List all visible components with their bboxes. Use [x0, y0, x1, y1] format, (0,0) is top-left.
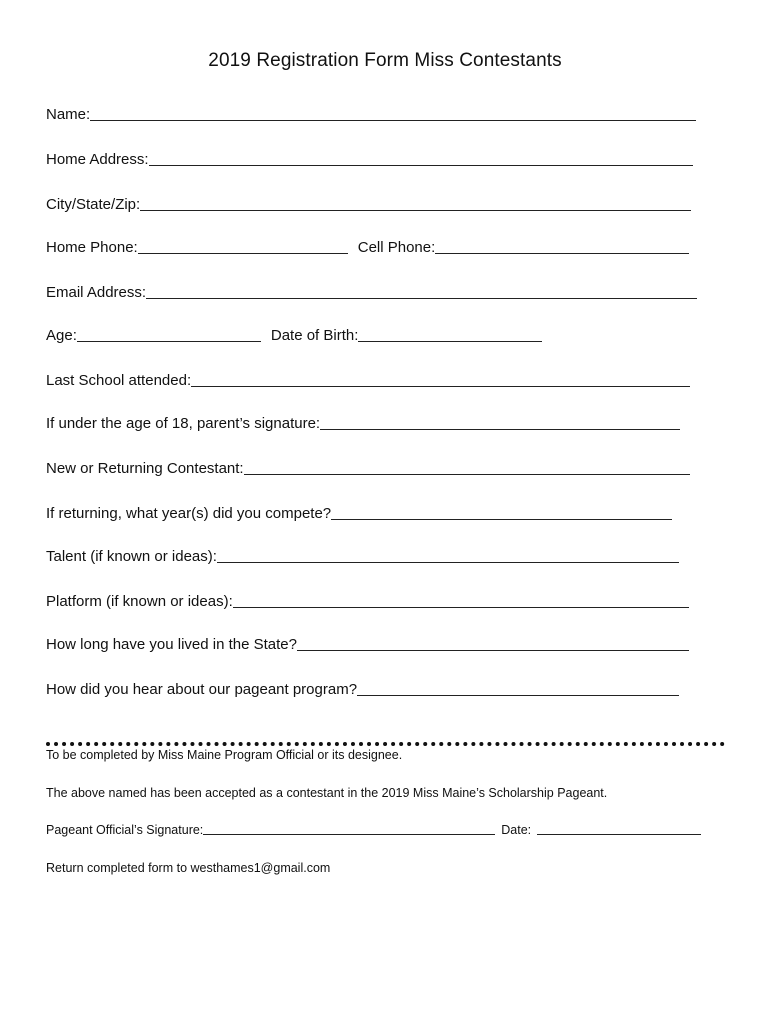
heard-about-input-line[interactable] — [357, 695, 679, 696]
city-state-zip-field — [46, 194, 691, 214]
email-address-label: Email Address: — [46, 284, 147, 301]
last-school-label: Last School attended: — [46, 372, 192, 389]
cell-phone-label: Cell Phone: — [357, 239, 436, 256]
parent-signature-field — [46, 413, 680, 433]
cell-phone-input-line[interactable] — [435, 253, 689, 254]
talent-field — [46, 546, 679, 566]
new-or-returning-label: New or Returning Contestant: — [46, 460, 244, 477]
last-school-input-line[interactable] — [191, 386, 690, 387]
parent-signature-input-line[interactable] — [320, 429, 680, 430]
heard-about-field — [46, 679, 679, 699]
dotted-divider — [46, 742, 725, 746]
platform-label: Platform (if known or ideas): — [46, 593, 233, 610]
parent-signature-label: If under the age of 18, parent’s signature: — [46, 415, 321, 432]
talent-label: Talent (if known or ideas): — [46, 548, 217, 565]
name-label: Name: — [46, 106, 91, 123]
email-address-input-line[interactable] — [146, 298, 697, 299]
age-input-line[interactable] — [77, 341, 261, 342]
age-dob-field-row — [46, 325, 542, 345]
heard-about-label: How did you hear about our pageant program? — [46, 681, 358, 698]
new-or-returning-field — [46, 458, 690, 478]
official-date-input-line[interactable] — [537, 834, 701, 835]
home-phone-label: Home Phone: — [46, 239, 138, 256]
talent-input-line[interactable] — [217, 562, 679, 563]
city-state-zip-input-line[interactable] — [140, 210, 691, 211]
official-signature-input-line[interactable] — [203, 834, 495, 835]
last-school-field — [46, 370, 690, 390]
years-in-state-input-line[interactable] — [297, 650, 689, 651]
home-address-input-line[interactable] — [149, 165, 693, 166]
home-address-label: Home Address: — [46, 151, 149, 168]
city-state-zip-label: City/State/Zip: — [46, 196, 141, 213]
phone-field-row — [46, 237, 689, 257]
name-field — [46, 104, 696, 124]
home-address-field — [46, 149, 693, 169]
returning-years-field — [46, 503, 672, 523]
date-of-birth-label: Date of Birth: — [270, 327, 359, 344]
official-note-row — [46, 748, 402, 762]
return-text-row — [46, 861, 330, 875]
official-date-label: Date: — [501, 823, 532, 837]
return-text: Return completed form to westhames1@gmail.com — [46, 861, 331, 875]
email-address-field — [46, 282, 697, 302]
years-in-state-label: How long have you lived in the State? — [46, 636, 297, 653]
accepted-text-row — [46, 786, 607, 800]
age-label: Age: — [46, 327, 77, 344]
returning-years-input-line[interactable] — [331, 519, 672, 520]
new-or-returning-input-line[interactable] — [244, 474, 690, 475]
accepted-text: The above named has been accepted as a contestant in the 2019 Miss Maine’s Scholarship Pageant. — [46, 786, 608, 800]
platform-input-line[interactable] — [233, 607, 689, 608]
official-signature-label: Pageant Official’s Signature: — [46, 823, 204, 837]
platform-field — [46, 591, 689, 611]
years-in-state-field — [46, 634, 689, 654]
form-title: 2019 Registration Form Miss Contestants — [208, 50, 562, 71]
date-of-birth-input-line[interactable] — [358, 341, 542, 342]
official-signature-row — [46, 823, 701, 837]
returning-years-label: If returning, what year(s) did you compete? — [46, 505, 332, 522]
official-note: To be completed by Miss Maine Program Official or its designee. — [46, 748, 403, 762]
home-phone-input-line[interactable] — [138, 253, 348, 254]
name-input-line[interactable] — [90, 120, 696, 121]
